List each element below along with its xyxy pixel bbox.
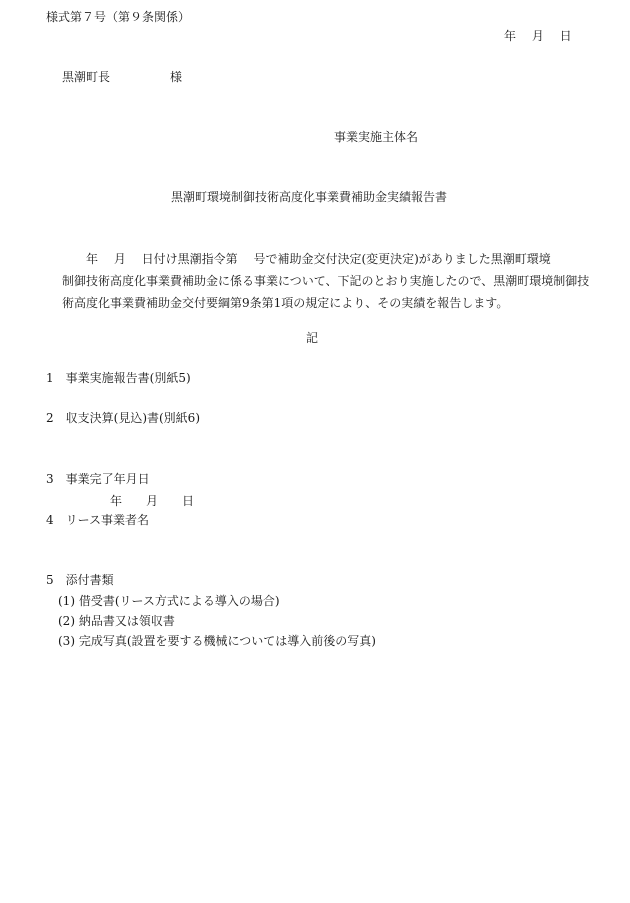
item-4: 4 リース事業者名 [46, 513, 150, 527]
body-line: 制御技術高度化事業費補助金に係る事業について、下記のとおり実施したので、黒潮町環境制御技 [62, 274, 590, 288]
body-line: 年 月 日付け黒潮指令第 号で補助金交付決定(変更決定)がありました黒潮町環境 [62, 252, 551, 266]
body-line: 術高度化事業費補助金交付要綱第9条第1項の規定により、その実績を報告します。 [62, 296, 509, 310]
item-3: 3 事業完了年月日 [46, 472, 150, 486]
item-5: 5 添付書類 [46, 573, 114, 587]
completion-date: 年 月 日 [110, 494, 195, 508]
attachment-item: (1) 借受書(リース方式による導入の場合) [58, 594, 280, 608]
document-title: 黒潮町環境制御技術高度化事業費補助金実績報告書 [171, 190, 448, 204]
attachment-item: (2) 納品書又は領収書 [58, 614, 175, 628]
ki-heading: 記 [306, 331, 319, 345]
applicant-name-label: 事業実施主体名 [334, 130, 419, 144]
form-number: 様式第７号（第９条関係） [46, 10, 191, 24]
addressee: 黒潮町長 様 [62, 70, 183, 84]
date-line: 年 月 日 [504, 29, 572, 43]
item-2: 2 収支決算(見込)書(別紙6) [46, 411, 200, 425]
body-paragraph [62, 248, 590, 314]
item-1: 1 事業実施報告書(別紙5) [46, 371, 191, 385]
attachment-item: (3) 完成写真(設置を要する機械については導入前後の写真) [58, 634, 376, 648]
